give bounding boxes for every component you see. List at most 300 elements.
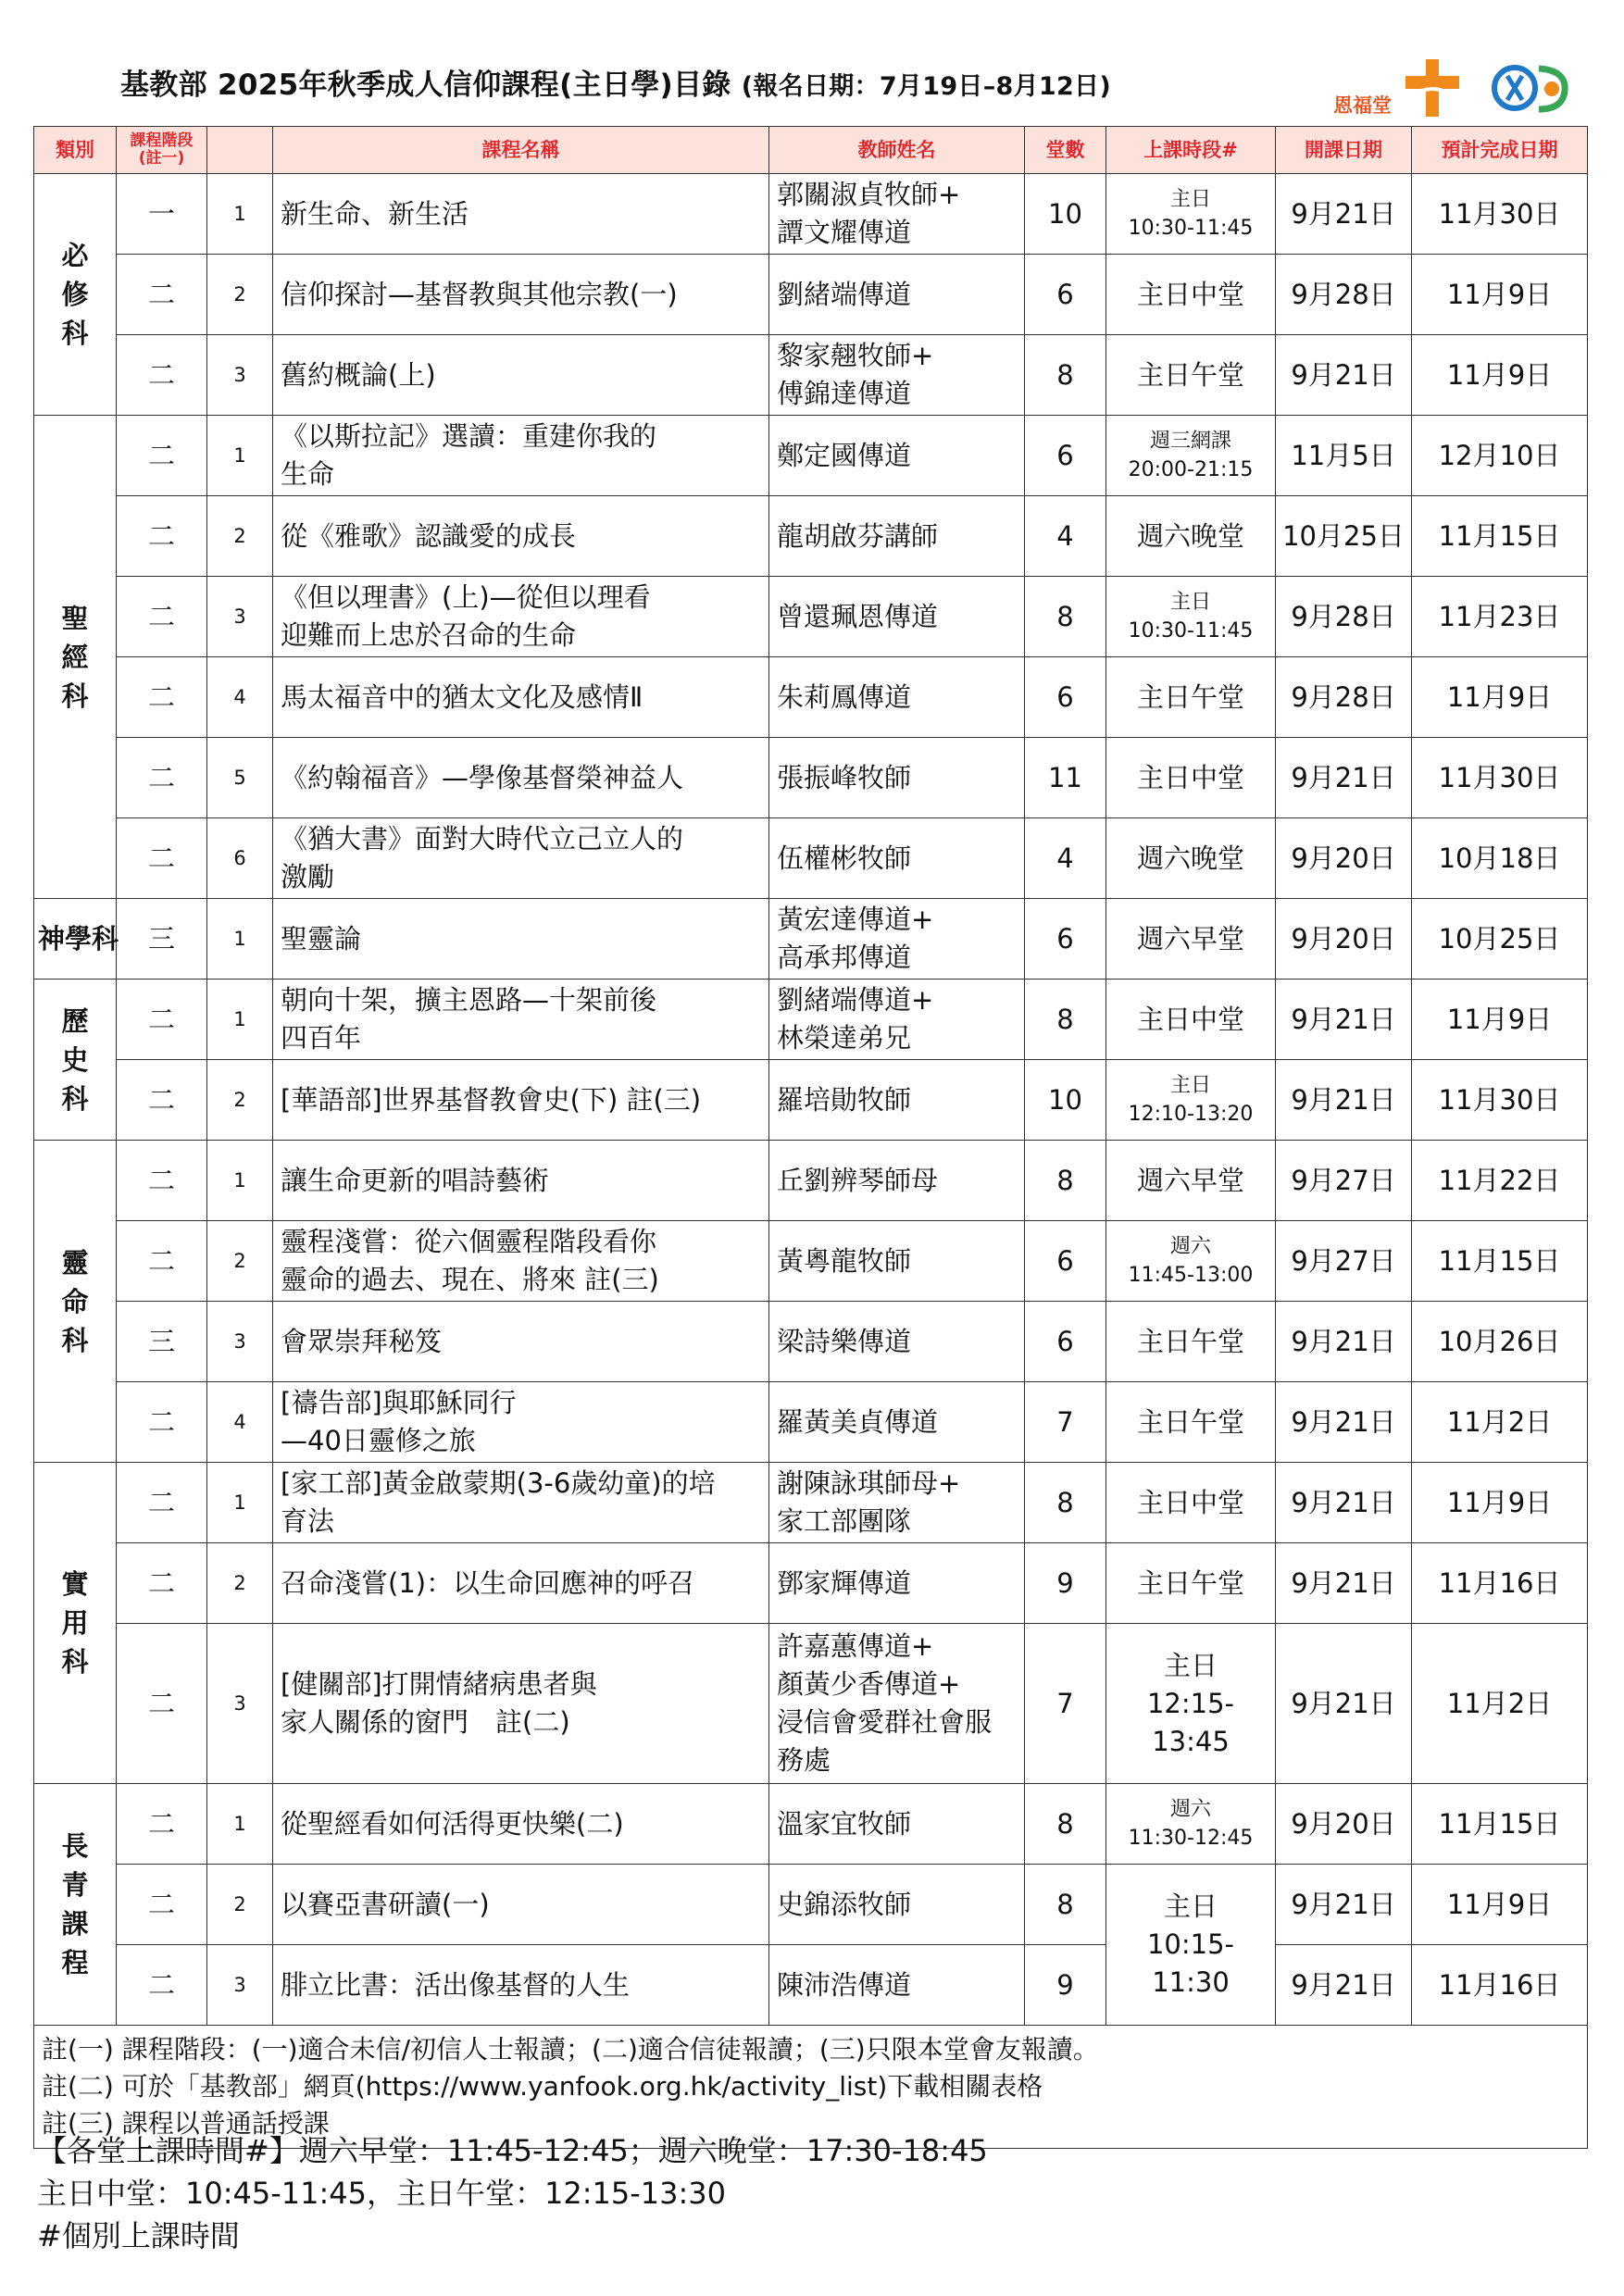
course-number: 2 [207,1543,273,1624]
table-row [34,818,1588,899]
teacher-name [769,1945,1025,2026]
course-name [273,1141,769,1221]
end-date: 11月9日 [1412,335,1588,416]
end-date: 12月10日 [1412,416,1588,496]
class-time [1106,1141,1276,1221]
course-name-line: 生命 [281,458,335,490]
category-cell [34,899,117,980]
course-name-line: —40日靈修之旅 [281,1425,476,1456]
session-count: 10 [1025,1060,1106,1141]
course-name [273,980,769,1060]
class-time [1106,980,1276,1060]
end-date: 11月9日 [1412,657,1588,738]
class-time-line: 主日 [1163,1890,1218,1922]
category-cell [34,174,117,416]
teacher-name [769,1865,1025,1945]
start-date: 9月28日 [1276,255,1412,335]
stage-cell: 二 [117,1624,207,1784]
stage-cell: 二 [117,818,207,899]
class-time [1106,818,1276,899]
teacher-name-line: 龍胡啟芬講師 [777,519,939,552]
stage-cell: 二 [117,657,207,738]
start-date: 9月21日 [1276,1060,1412,1141]
category-label: 必修科 [61,240,89,349]
end-date: 11月2日 [1412,1382,1588,1463]
class-time-line: 11:30 [1152,1966,1230,1998]
teacher-name [769,335,1025,416]
course-name [273,899,769,980]
class-time-line: 週六早堂 [1136,1164,1244,1196]
footer-line-3: #個別上課時間 [37,2218,240,2253]
table-row [34,1302,1588,1382]
teacher-name-line: 史錦添牧師 [777,1888,912,1920]
end-date: 11月16日 [1412,1945,1588,2026]
start-date: 9月21日 [1276,1302,1412,1382]
class-time-line: 10:15- [1146,1928,1235,1960]
footer-line-2: 主日中堂：10:45-11:45，主日午堂：12:15-13:30 [37,2176,726,2211]
class-time-line: 週六晚堂 [1136,519,1244,552]
category-cell [34,1463,117,1784]
class-time [1106,1624,1276,1784]
stage-cell: 二 [117,1382,207,1463]
end-date: 11月15日 [1412,496,1588,577]
teacher-name-line: 朱莉鳳傳道 [777,680,912,713]
teacher-name-line: 黃粵龍牧師 [777,1244,912,1277]
class-time-line: 主日午堂 [1136,1325,1244,1357]
stage-cell: 三 [117,899,207,980]
header-time: 上課時段# [1106,127,1276,174]
class-time-line: 主日中堂 [1136,278,1244,310]
end-date: 11月9日 [1412,1463,1588,1543]
course-name-line: 會眾崇拜秘笈 [281,1325,443,1357]
course-number: 1 [207,899,273,980]
session-count: 11 [1025,738,1106,818]
course-number: 2 [207,1060,273,1141]
start-date: 9月21日 [1276,1865,1412,1945]
class-time-line: 週六早堂 [1136,922,1244,955]
class-time-line: 主日 [1163,1649,1218,1681]
stage-cell: 一 [117,174,207,255]
teacher-name-line: 曾還珮恩傳道 [777,600,939,632]
table-row [34,255,1588,335]
stage-cell: 二 [117,577,207,657]
teacher-name [769,1302,1025,1382]
class-time-line: 11:30-12:45 [1128,1827,1254,1850]
teacher-name [769,899,1025,980]
course-name [273,738,769,818]
course-name-line: [健關部]打開情緒病患者與 [281,1668,597,1700]
teacher-name-line: 傅錦達傳道 [777,378,912,409]
end-date: 11月15日 [1412,1221,1588,1302]
table-row [34,1463,1588,1543]
course-number: 1 [207,174,273,255]
teacher-name [769,255,1025,335]
session-count: 8 [1025,335,1106,416]
course-name [273,1463,769,1543]
start-date: 9月21日 [1276,1463,1412,1543]
course-name [273,496,769,577]
table-row [34,174,1588,255]
start-date: 9月20日 [1276,899,1412,980]
class-time [1106,899,1276,980]
start-date: 9月27日 [1276,1221,1412,1302]
end-date: 11月22日 [1412,1141,1588,1221]
course-number: 1 [207,416,273,496]
table-row [34,738,1588,818]
category-label: 歷史科 [61,1004,89,1115]
course-name [273,416,769,496]
class-time [1106,1221,1276,1302]
teacher-name-line: 許嘉蕙傳道+ [777,1630,934,1662]
class-time [1106,255,1276,335]
course-name-line: 《約翰福音》—學像基督榮神益人 [281,761,684,793]
course-name-line: 舊約概論(上) [281,358,436,391]
course-number: 3 [207,1624,273,1784]
course-name-line: 讓生命更新的唱詩藝術 [281,1164,550,1196]
session-count: 6 [1025,255,1106,335]
end-date: 11月9日 [1412,255,1588,335]
church-logo [1333,48,1583,122]
stage-cell: 二 [117,738,207,818]
teacher-name [769,657,1025,738]
course-name-line: 靈程淺嘗：從六個靈程階段看你 [281,1226,657,1257]
teacher-name [769,1221,1025,1302]
category-cell [34,1141,117,1463]
stage-cell: 二 [117,416,207,496]
course-name-line: [禱告部]與耶穌同行 [281,1387,517,1418]
teacher-name-line: 顏黃少香傳道+ [777,1668,961,1700]
header-number [207,127,273,174]
course-number: 4 [207,657,273,738]
session-count: 6 [1025,657,1106,738]
table-row [34,1945,1588,2026]
table-row [34,1624,1588,1784]
table-row [34,335,1588,416]
stage-cell: 二 [117,496,207,577]
course-name-line: 激勵 [281,861,335,892]
class-time [1106,1382,1276,1463]
teacher-name-line: 浸信會愛群社會服 [777,1706,993,1738]
class-time-line: 主日中堂 [1136,1486,1244,1518]
stage-cell: 三 [117,1302,207,1382]
header-category: 類別 [34,127,117,174]
course-name [273,1624,769,1784]
teacher-name-line: 羅黃美貞傳道 [777,1405,939,1438]
class-time-line: 主日午堂 [1136,680,1244,713]
session-count: 7 [1025,1624,1106,1784]
stage-cell: 二 [117,1543,207,1624]
course-name-line: 馬太福音中的猶太文化及感情Ⅱ [281,680,643,713]
teacher-name-line: 溫家宜牧師 [777,1807,912,1840]
table-row [34,1865,1588,1945]
session-count: 7 [1025,1382,1106,1463]
course-name [273,657,769,738]
stage-cell: 二 [117,1463,207,1543]
course-name [273,1543,769,1624]
class-time-line: 12:15- [1146,1687,1235,1719]
start-date: 9月21日 [1276,738,1412,818]
stage-cell: 二 [117,1945,207,2026]
course-name-line: 朝向十架，擴主恩路—十架前後 [281,984,657,1016]
teacher-name-line: 鄭定國傳道 [777,439,912,471]
course-number: 3 [207,335,273,416]
table-row [34,1141,1588,1221]
session-count: 9 [1025,1543,1106,1624]
class-time-line: 主日 [1169,591,1211,614]
teacher-name [769,174,1025,255]
note-3: 註(三) 課程以普通話授課 [42,2108,330,2139]
start-date: 9月28日 [1276,577,1412,657]
header-course: 課程名稱 [273,127,769,174]
teacher-name [769,1382,1025,1463]
course-name-line: 迎難而上忠於召命的生命 [281,619,577,651]
course-number: 3 [207,577,273,657]
teacher-name-line: 黎家翹牧師+ [777,340,934,371]
session-count: 4 [1025,818,1106,899]
schedule-footer [37,2129,988,2257]
cross-logo-icon [1400,56,1465,120]
session-count: 6 [1025,899,1106,980]
course-name-line: 《以斯拉記》選讀：重建你我的 [281,420,657,452]
teacher-name-line: 鄧家輝傳道 [777,1566,912,1599]
teacher-name [769,738,1025,818]
table-row [34,1060,1588,1141]
teacher-name-line: 高承邦傳道 [777,942,912,973]
teacher-name [769,1784,1025,1865]
class-time-line: 主日中堂 [1136,1003,1244,1035]
note-1: 註(一) 課程階段：(一)適合未信/初信人士報讀；(二)適合信徒報讀；(三)只限本堂會友報讀。 [42,2034,1099,2065]
course-name [273,1302,769,1382]
course-name-line: 聖靈論 [281,922,362,955]
class-time [1106,1543,1276,1624]
teacher-name [769,1060,1025,1141]
start-date: 9月21日 [1276,1624,1412,1784]
category-label: 靈命科 [61,1246,89,1356]
course-name [273,1865,769,1945]
session-count: 9 [1025,1945,1106,2026]
class-time [1106,1302,1276,1382]
class-time [1106,416,1276,496]
course-name [273,1382,769,1463]
course-name-line: 《但以理書》(上)—從但以理看 [281,581,651,613]
teacher-name-line: 謝陳詠琪師母+ [777,1467,961,1499]
class-time-line: 10:30-11:45 [1128,619,1254,643]
class-time-line: 主日中堂 [1136,761,1244,793]
course-number: 1 [207,980,273,1060]
session-count: 8 [1025,980,1106,1060]
header-end: 預計完成日期 [1412,127,1588,174]
session-count: 8 [1025,1463,1106,1543]
class-time [1106,738,1276,818]
table-row [34,899,1588,980]
table-row [34,1382,1588,1463]
title-registration-date: (報名日期：7月19日–8月12日) [741,72,1112,101]
class-time-line: 10:30-11:45 [1128,217,1254,240]
teacher-name [769,1543,1025,1624]
session-count: 8 [1025,1784,1106,1865]
end-date: 10月25日 [1412,899,1588,980]
course-number: 1 [207,1463,273,1543]
end-date: 11月30日 [1412,174,1588,255]
stage-cell: 二 [117,1784,207,1865]
end-date: 11月30日 [1412,1060,1588,1141]
course-table [33,126,1588,2149]
table-row [34,496,1588,577]
course-name-line: 腓立比書：活出像基督的人生 [281,1968,631,2001]
start-date: 9月28日 [1276,657,1412,738]
course-name-line: 家人關係的窗門 註(二) [281,1706,570,1738]
course-name-line: 召命淺嘗(1)：以生命回應神的呼召 [281,1566,695,1599]
end-date: 11月30日 [1412,738,1588,818]
category-label: 聖經科 [61,602,89,712]
course-name-line: 靈命的過去、現在、將來 註(三) [281,1264,659,1295]
course-name [273,1945,769,2026]
class-time-line: 主日 [1169,1074,1211,1097]
course-name [273,255,769,335]
category-cell [34,980,117,1141]
class-time-line: 13:45 [1152,1725,1230,1757]
class-time-line: 週六 [1169,1798,1211,1821]
end-date: 11月15日 [1412,1784,1588,1865]
stage-cell: 二 [117,255,207,335]
course-name-line: 從《雅歌》認識愛的成長 [281,519,577,552]
end-date: 11月9日 [1412,1865,1588,1945]
course-name [273,1784,769,1865]
course-name [273,577,769,657]
stage-cell: 二 [117,1221,207,1302]
teacher-name-line: 陳沛浩傳道 [777,1968,912,2001]
teacher-name [769,818,1025,899]
class-time-line: 主日午堂 [1136,358,1244,391]
teacher-name [769,1463,1025,1543]
class-time [1106,496,1276,577]
class-time [1106,335,1276,416]
session-count: 8 [1025,1865,1106,1945]
table-header-row [34,127,1588,174]
footer-line-1: 【各堂上課時間#】週六早堂：11:45-12:45；週六晚堂：17:30-18:45 [37,2133,988,2168]
class-time [1106,1865,1276,2026]
class-time-line: 11:45-13:00 [1128,1264,1254,1287]
teacher-name [769,1141,1025,1221]
course-number: 3 [207,1945,273,2026]
course-name [273,1060,769,1141]
category-label: 神學科 [38,922,119,955]
category-cell [34,1784,117,2026]
teacher-name-line: 羅培勛牧師 [777,1083,912,1116]
course-name-line: 《猶大書》面對大時代立己立人的 [281,823,684,855]
class-time [1106,1060,1276,1141]
class-time-line: 週三網課 [1149,430,1231,453]
session-count: 6 [1025,416,1106,496]
teacher-name-line: 務處 [777,1744,831,1776]
start-date: 9月21日 [1276,1382,1412,1463]
course-name-line: 從聖經看如何活得更快樂(二) [281,1807,624,1840]
teacher-name-line: 丘劉辨琴師母 [777,1164,939,1196]
title-main: 基教部 2025年秋季成人信仰課程(主日學)目錄 [120,69,731,102]
end-date: 10月26日 [1412,1302,1588,1382]
end-date: 11月2日 [1412,1624,1588,1784]
end-date: 10月18日 [1412,818,1588,899]
course-number: 4 [207,1382,273,1463]
table-row [34,577,1588,657]
course-name-line: [華語部]世界基督教會史(下) 註(三) [281,1083,702,1116]
teacher-name [769,980,1025,1060]
course-number: 1 [207,1784,273,1865]
class-time-line: 主日午堂 [1136,1405,1244,1438]
table-row [34,980,1588,1060]
class-time-line: 主日 [1169,188,1211,211]
teacher-name-line: 伍權彬牧師 [777,842,912,874]
course-name-line: 四百年 [281,1022,362,1054]
teacher-name-line: 劉緒端傳道 [777,278,912,310]
course-number: 3 [207,1302,273,1382]
header-teacher: 教師姓名 [769,127,1025,174]
course-name [273,1221,769,1302]
course-number: 1 [207,1141,273,1221]
table-row [34,657,1588,738]
course-number: 2 [207,255,273,335]
class-time [1106,1463,1276,1543]
start-date: 9月20日 [1276,818,1412,899]
church-name: 恩福堂 [1333,94,1392,117]
course-name [273,174,769,255]
class-time-line: 12:10-13:20 [1128,1103,1254,1126]
end-date: 11月9日 [1412,980,1588,1060]
stage-cell: 二 [117,1060,207,1141]
stage-cell: 二 [117,980,207,1060]
note-2: 註(二) 可於「基教部」網頁(https://www.yanfook.org.hk/activity_list)下載相關表格 [42,2071,1043,2102]
course-name-line: 新生命、新生活 [281,197,469,230]
teacher-name-line: 張振峰牧師 [777,761,912,793]
category-cell [34,416,117,899]
end-date: 11月23日 [1412,577,1588,657]
class-time-line: 週六 [1169,1235,1211,1258]
teacher-name [769,496,1025,577]
table-row [34,1221,1588,1302]
session-count: 10 [1025,174,1106,255]
course-name-line: 以賽亞書研讀(一) [281,1888,490,1920]
teacher-name-line: 劉緒端傳道+ [777,984,934,1016]
stage-cell: 二 [117,1141,207,1221]
teacher-name-line: 譚文耀傳道 [777,217,912,248]
header-start: 開課日期 [1276,127,1412,174]
stage-cell: 二 [117,335,207,416]
start-date: 9月20日 [1276,1784,1412,1865]
start-date: 9月27日 [1276,1141,1412,1221]
class-time [1106,577,1276,657]
teacher-name-line: 郭關淑貞牧師+ [777,179,961,210]
course-number: 2 [207,1865,273,1945]
table-row [34,1543,1588,1624]
course-name-line: [家工部]黃金啟蒙期(3-6歲幼童)的培 [281,1467,716,1499]
end-date: 11月16日 [1412,1543,1588,1624]
circle-logo-icon [1491,57,1574,119]
category-label: 實用科 [61,1568,89,1678]
start-date: 11月5日 [1276,416,1412,496]
class-time [1106,1784,1276,1865]
teacher-name [769,577,1025,657]
header-stage: 課程階段 (註一) [117,127,207,174]
course-name [273,818,769,899]
table-row [34,1784,1588,1865]
course-number: 6 [207,818,273,899]
session-count: 8 [1025,577,1106,657]
start-date: 9月21日 [1276,1945,1412,2026]
start-date: 9月21日 [1276,980,1412,1060]
teacher-name-line: 家工部團隊 [777,1505,912,1537]
course-name-line: 育法 [281,1505,335,1537]
teacher-name [769,1624,1025,1784]
